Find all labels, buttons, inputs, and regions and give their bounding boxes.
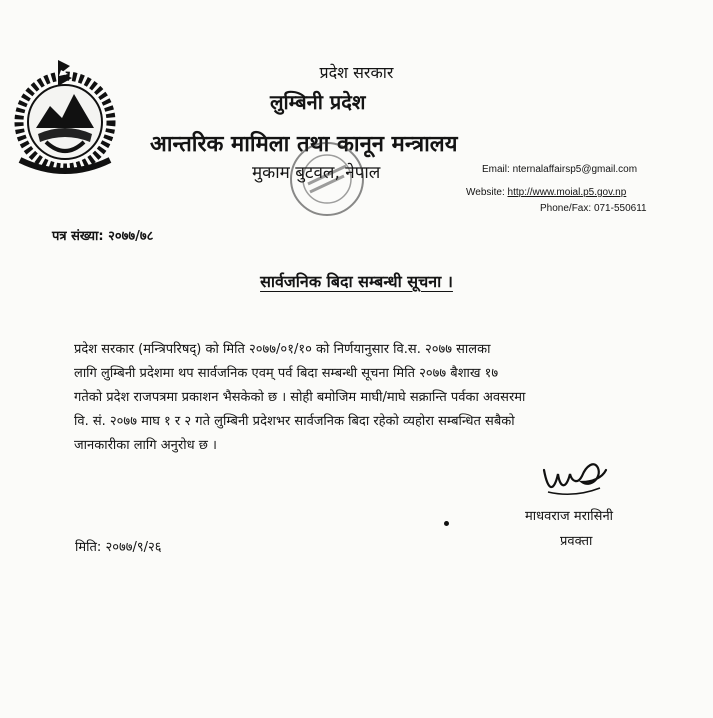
headquarters-address: मुकाम बुटवल, नेपाल bbox=[252, 163, 381, 183]
ink-dot bbox=[444, 521, 449, 526]
signer-name: माधवराज मरासिनी bbox=[525, 509, 614, 524]
contact-email bbox=[482, 164, 637, 175]
notice-subject bbox=[0, 270, 713, 292]
notice-body bbox=[74, 338, 664, 458]
letter-date bbox=[75, 537, 162, 555]
phone-label: Phone/Fax: bbox=[540, 203, 592, 214]
phone-value: 071-550611 bbox=[593, 203, 647, 214]
province-name: लुम्बिनी प्रदेश bbox=[270, 90, 366, 114]
email-label: Email: bbox=[482, 164, 510, 175]
website-link[interactable]: http://www.moial.p5.gov.np bbox=[507, 187, 627, 198]
letter-number-value: २०७७/७८ bbox=[108, 229, 154, 244]
letter-number-label: पत्र संख्या: bbox=[52, 229, 104, 244]
body-line: गतेको प्रदेश राजपत्रमा प्रकाशन भैसकेको छ । सोही बमोजिम माघी/माघे सक्रान्ति पर्वका अवसरमा bbox=[74, 390, 526, 405]
body-line: जानकारीका लागि अनुरोध छ । bbox=[74, 438, 217, 453]
handwritten-signature bbox=[538, 452, 610, 500]
contact-website bbox=[466, 187, 626, 198]
website-label: Website: bbox=[466, 187, 505, 198]
government-name: प्रदेश सरकार bbox=[319, 63, 394, 82]
subject-text: सार्वजनिक बिदा सम्बन्धी सूचना । bbox=[260, 272, 453, 291]
signer-role: प्रवक्ता bbox=[560, 534, 593, 549]
body-line: लागि लुम्बिनी प्रदेशमा थप सार्वजनिक एवम् पर्व बिदा सम्बन्धी सूचना मिति २०७७ बैशाख १७ bbox=[74, 366, 499, 381]
date-label: मिति: bbox=[75, 540, 102, 555]
contact-phone bbox=[540, 203, 647, 214]
ministry-name: आन्तरिक मामिला तथा कानून मन्त्रालय bbox=[150, 132, 458, 157]
letter-number bbox=[52, 226, 153, 244]
official-stamp bbox=[286, 138, 368, 220]
date-value: २०७७/९/२६ bbox=[105, 540, 162, 555]
email-value[interactable]: nternalaffairsp5@gmail.com bbox=[512, 164, 638, 175]
body-line: प्रदेश सरकार (मन्त्रिपरिषद्) को मिति २०७७/०१/१० को निर्णयानुसार वि.स. २०७७ सालका bbox=[74, 342, 491, 357]
body-line: वि. सं. २०७७ माघ १ र २ गते लुम्बिनी प्रदेशभर सार्वजनिक बिदा रहेको व्यहोरा सम्बन्धित सबैको bbox=[74, 414, 515, 429]
